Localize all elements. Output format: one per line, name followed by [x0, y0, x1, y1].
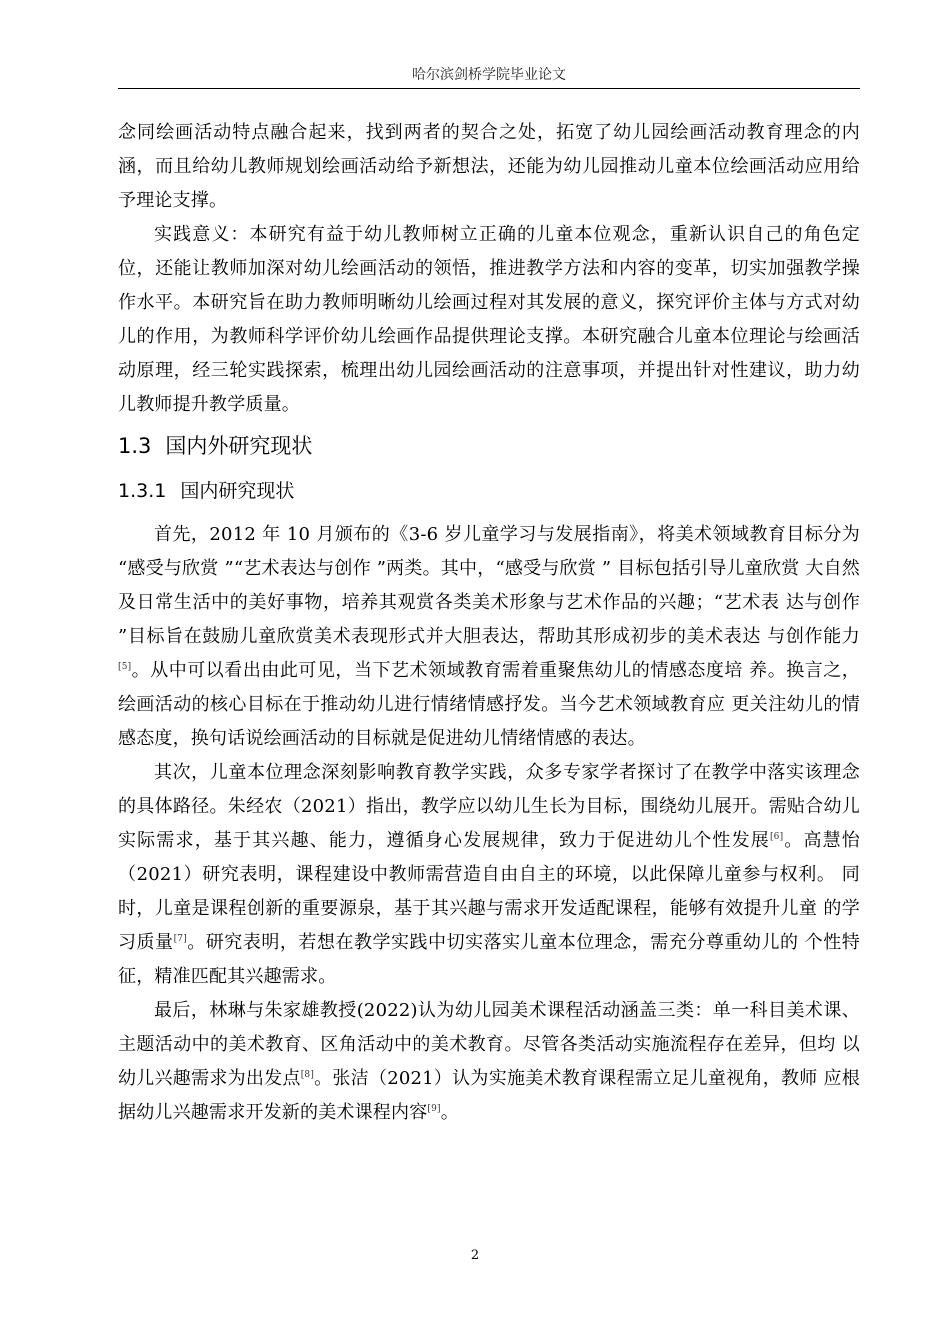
paragraph-text: 。高慧怡（2021）研究表明，课程建设中教师需营造自由自主的环境，以此保障儿童参与权利。 同时，儿童是课程创新的重要源泉，基于其兴趣与需求开发适配课程，能够有效提升儿童 的学习质量 — [118, 830, 860, 953]
citation-ref-8: [8] — [300, 1070, 315, 1080]
paragraph-practical-significance: 实践意义：本研究有益于幼儿教师树立正确的儿童本位观念，重新认识自己的角色定位，还能让教师加深对幼儿绘画活动的领悟，推进教学方法和内容的变革，切实加强教学操作水平。本研究旨在助力教师明晰幼儿绘画过程对其发展的意义，探究评价主体与方式对幼儿的作用，为教师科学评价幼儿绘画作品提供理论支撑。本研究融合儿童本位理论与绘画活动原理，经三轮实践探索，梳理出幼儿园绘画活动的注意事项，并提出针对性建议，助力幼儿教师提升教学质量。 — [118, 224, 860, 415]
citation-ref-7: [7] — [173, 934, 187, 944]
section-heading-1-3 — [118, 424, 860, 468]
citation-ref-5: [5] — [118, 662, 132, 672]
paragraph-text: 。张洁（2021）认为实施美术教育课程需立足儿童视角，教师 应根据幼儿兴趣需求开发新的美术课程内容 — [118, 1068, 860, 1123]
subsection-heading-1-3-1 — [118, 468, 860, 514]
paragraph-text: 首先，2012 年 10 月颁布的《3-6 岁儿童学习与发展指南》，将美术领域教育目标分为 “感受与欣赏 ”“艺术表达与创作 ”两类。其中，“感受与欣赏 ” 目标包括引导儿童欣赏 大自然及日常生活中的美好事物，培养其观赏各类美术形象与艺术作品的兴趣；“艺术表 达与创作 ”目标旨在鼓励儿童欣赏美术表现形式并大胆表达，帮助其形成初步的美术表达 与创作能力 — [118, 524, 860, 647]
section-number: 1.3 — [118, 434, 152, 458]
paragraph-third — [118, 994, 860, 1130]
section-title: 国内外研究现状 — [165, 434, 313, 458]
citation-ref-6: [6] — [769, 832, 784, 842]
paragraph-text: 其次，儿童本位理念深刻影响教育教学实践，众多专家学者探讨了在教学中落实该理念的具体路径。朱经农（2021）指出，教学应以幼儿生长为目标，围绕幼儿展开。需贴合幼儿实际需求，基于其兴趣、能力，遵循身心发展规律，致力于促进幼儿个性发展 — [118, 762, 860, 851]
paragraph-text: 。研究表明，若想在教学实践中切实落实儿童本位理念，需充分尊重幼儿的 个性特征，精准匹配其兴趣需求。 — [118, 932, 860, 987]
paragraph-first — [118, 518, 860, 756]
subsection-number: 1.3.1 — [118, 480, 167, 502]
citation-ref-9: [9] — [427, 1104, 441, 1114]
paragraph-text: 。 — [440, 1102, 459, 1123]
page-number: 2 — [470, 1248, 480, 1263]
paragraph-text: 最后，林琳与朱家雄教授(2022)认为幼儿园美术课程活动涵盖三类：单一科目美术课、 主题活动中的美术教育、区角活动中的美术教育。尽管各类活动实施流程存在差异，但均 以幼儿兴趣需求为出发点 — [118, 1000, 860, 1089]
page-body — [118, 116, 860, 1130]
paragraph-second — [118, 756, 860, 994]
header-rule — [118, 88, 860, 89]
paragraph-text: 。从中可以看出由此可见，当下艺术领域教育需着重聚焦幼儿的情感态度培 养。换言之，绘画活动的核心目标在于推动幼儿进行情绪情感抒发。当今艺术领域教育应 更关注幼儿的情感态度，换句话说绘画活动的目标就是促进幼儿情绪情感的表达。 — [118, 660, 860, 749]
subsection-title: 国内研究现状 — [180, 480, 295, 502]
running-header: 哈尔滨剑桥学院毕业论文 — [412, 67, 566, 83]
paragraph-theory-significance-end: 念同绘画活动特点融合起来，找到两者的契合之处，拓宽了幼儿园绘画活动教育理念的内涵，而且给幼儿教师规划绘画活动给予新想法，还能为幼儿园推动儿童本位绘画活动应用给予理论支撑。 — [118, 122, 860, 211]
